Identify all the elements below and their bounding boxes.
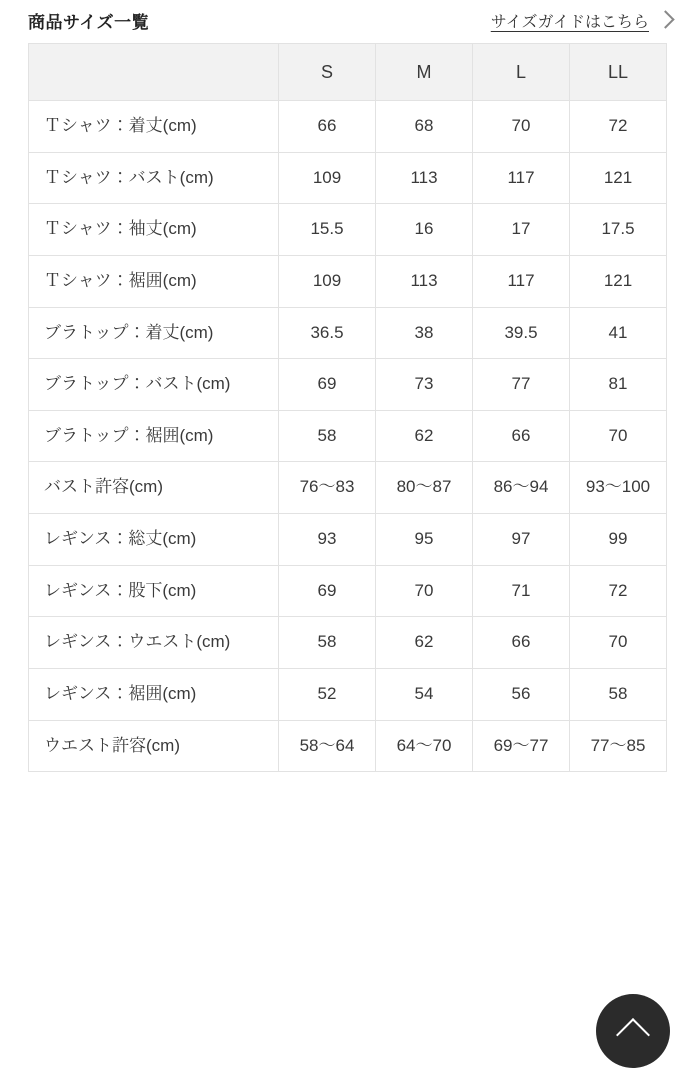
cell-value: 62 [376,617,473,669]
table-corner-cell [29,44,279,101]
page-header [0,0,694,43]
cell-value: 71 [473,565,570,617]
cell-value: 39.5 [473,307,570,359]
row-label: Ｔシャツ：着丈(cm) [29,101,279,153]
table-header-row [29,44,667,101]
cell-value: 62 [376,410,473,462]
row-label: レギンス：裾囲(cm) [29,669,279,721]
table-row [29,204,667,256]
table-head [29,44,667,101]
row-label: Ｔシャツ：バスト(cm) [29,152,279,204]
cell-value: 54 [376,669,473,721]
table-row [29,617,667,669]
size-table [28,43,667,772]
column-header-ll: LL [570,44,667,101]
cell-value: 69〜77 [473,720,570,772]
table-row [29,462,667,514]
chevron-right-icon [656,10,674,28]
row-label: Ｔシャツ：袖丈(cm) [29,204,279,256]
table-row [29,410,667,462]
cell-value: 17 [473,204,570,256]
cell-value: 109 [279,255,376,307]
row-label: ブラトップ：バスト(cm) [29,359,279,411]
table-body [29,101,667,772]
cell-value: 117 [473,152,570,204]
row-label: レギンス：総丈(cm) [29,514,279,566]
cell-value: 80〜87 [376,462,473,514]
cell-value: 69 [279,565,376,617]
cell-value: 58 [279,617,376,669]
cell-value: 93〜100 [570,462,667,514]
cell-value: 16 [376,204,473,256]
chevron-up-icon [616,1018,650,1052]
table-row [29,565,667,617]
table-row [29,359,667,411]
table-row [29,669,667,721]
table-row [29,514,667,566]
size-guide-link[interactable]: サイズガイドはこちら [490,14,649,31]
cell-value: 68 [376,101,473,153]
cell-value: 52 [279,669,376,721]
cell-value: 113 [376,152,473,204]
cell-value: 17.5 [570,204,667,256]
cell-value: 73 [376,359,473,411]
cell-value: 95 [376,514,473,566]
cell-value: 70 [376,565,473,617]
size-guide-link-wrapper[interactable] [491,9,672,32]
cell-value: 66 [473,410,570,462]
cell-value: 38 [376,307,473,359]
cell-value: 70 [570,410,667,462]
cell-value: 72 [570,101,667,153]
cell-value: 109 [279,152,376,204]
table-row [29,307,667,359]
cell-value: 70 [570,617,667,669]
row-label: バスト許容(cm) [29,462,279,514]
row-label: Ｔシャツ：裾囲(cm) [29,255,279,307]
cell-value: 121 [570,255,667,307]
cell-value: 99 [570,514,667,566]
cell-value: 36.5 [279,307,376,359]
cell-value: 15.5 [279,204,376,256]
table-row [29,101,667,153]
row-label: ブラトップ：着丈(cm) [29,307,279,359]
cell-value: 41 [570,307,667,359]
table-row [29,255,667,307]
column-header-m: M [376,44,473,101]
cell-value: 117 [473,255,570,307]
cell-value: 69 [279,359,376,411]
cell-value: 72 [570,565,667,617]
cell-value: 113 [376,255,473,307]
column-header-s: S [279,44,376,101]
cell-value: 56 [473,669,570,721]
cell-value: 77 [473,359,570,411]
row-label: レギンス：ウエスト(cm) [29,617,279,669]
cell-value: 70 [473,101,570,153]
table-row [29,152,667,204]
cell-value: 77〜85 [570,720,667,772]
cell-value: 58〜64 [279,720,376,772]
table-row [29,720,667,772]
cell-value: 81 [570,359,667,411]
cell-value: 64〜70 [376,720,473,772]
cell-value: 58 [279,410,376,462]
scroll-to-top-button[interactable] [596,994,670,1068]
cell-value: 66 [279,101,376,153]
cell-value: 93 [279,514,376,566]
cell-value: 97 [473,514,570,566]
row-label: ウエスト許容(cm) [29,720,279,772]
cell-value: 66 [473,617,570,669]
row-label: ブラトップ：裾囲(cm) [29,410,279,462]
row-label: レギンス：股下(cm) [29,565,279,617]
size-table-wrapper [0,43,694,772]
cell-value: 58 [570,669,667,721]
cell-value: 86〜94 [473,462,570,514]
page-title: 商品サイズ一覧 [28,13,150,32]
cell-value: 76〜83 [279,462,376,514]
cell-value: 121 [570,152,667,204]
column-header-l: L [473,44,570,101]
